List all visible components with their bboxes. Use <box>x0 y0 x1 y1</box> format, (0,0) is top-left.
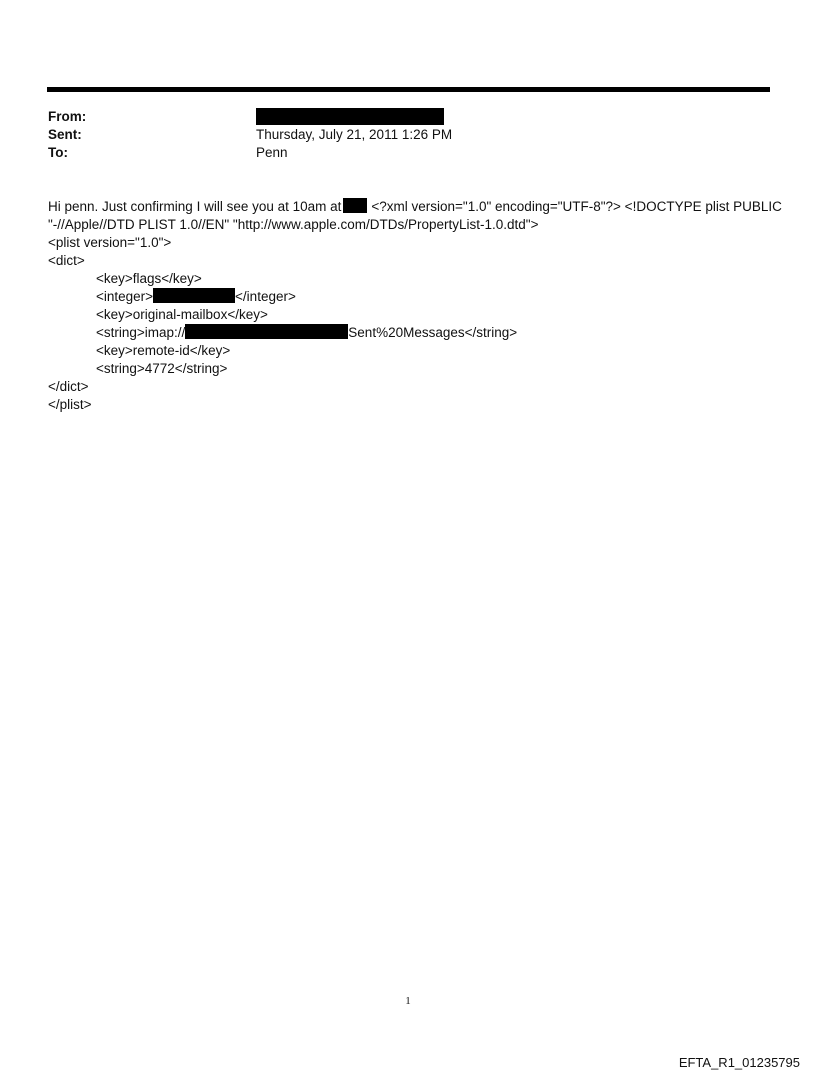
bates-number: EFTA_R1_01235795 <box>678 1055 800 1070</box>
body-line-11: </dict> <box>48 379 89 394</box>
header-rule <box>47 87 770 92</box>
redaction-box <box>153 288 235 303</box>
body-line-7: <key>original-mailbox</key> <box>96 307 268 322</box>
body-text: <integer> <box>96 289 154 304</box>
sent-value: Thursday, July 21, 2011 1:26 PM <box>256 127 453 142</box>
to-value: Penn <box>256 145 288 160</box>
page-number: 1 <box>405 995 411 1007</box>
redaction-box <box>185 324 348 339</box>
body-text: Sent%20Messages</string> <box>348 325 518 340</box>
body-line-12: </plist> <box>48 397 92 412</box>
from-label: From: <box>48 109 87 124</box>
from-row <box>48 108 768 126</box>
email-body <box>48 198 782 414</box>
body-line-9: <key>remote-id</key> <box>96 343 231 358</box>
sent-row <box>48 126 768 144</box>
body-text: Hi penn. Just confirming I will see you at 10am at <box>48 199 342 214</box>
body-line-5: <key>flags</key> <box>96 271 202 286</box>
body-line-10: <string>4772</string> <box>96 361 228 376</box>
sent-label: Sent: <box>48 127 82 142</box>
redaction-box <box>256 108 444 125</box>
redaction-box <box>343 198 367 213</box>
body-line-6 <box>48 288 770 306</box>
body-line-2: "-//Apple//DTD PLIST 1.0//EN" "http://www.apple.com/DTDs/PropertyList-1.0.dtd"> <box>48 217 539 232</box>
body-line-8 <box>48 324 770 342</box>
from-value <box>256 108 768 126</box>
body-text: <string>imap:// <box>96 325 186 340</box>
body-text: <?xml version="1.0" encoding="UTF-8"?> <!DOCTYPE plist PUBLIC <box>371 199 782 214</box>
body-line-4: <dict> <box>48 253 85 268</box>
to-row <box>48 144 768 162</box>
email-header <box>48 108 768 162</box>
body-line-3: <plist version="1.0"> <box>48 235 172 250</box>
body-text: </integer> <box>235 289 296 304</box>
to-label: To: <box>48 145 68 160</box>
body-line-1 <box>48 198 782 216</box>
